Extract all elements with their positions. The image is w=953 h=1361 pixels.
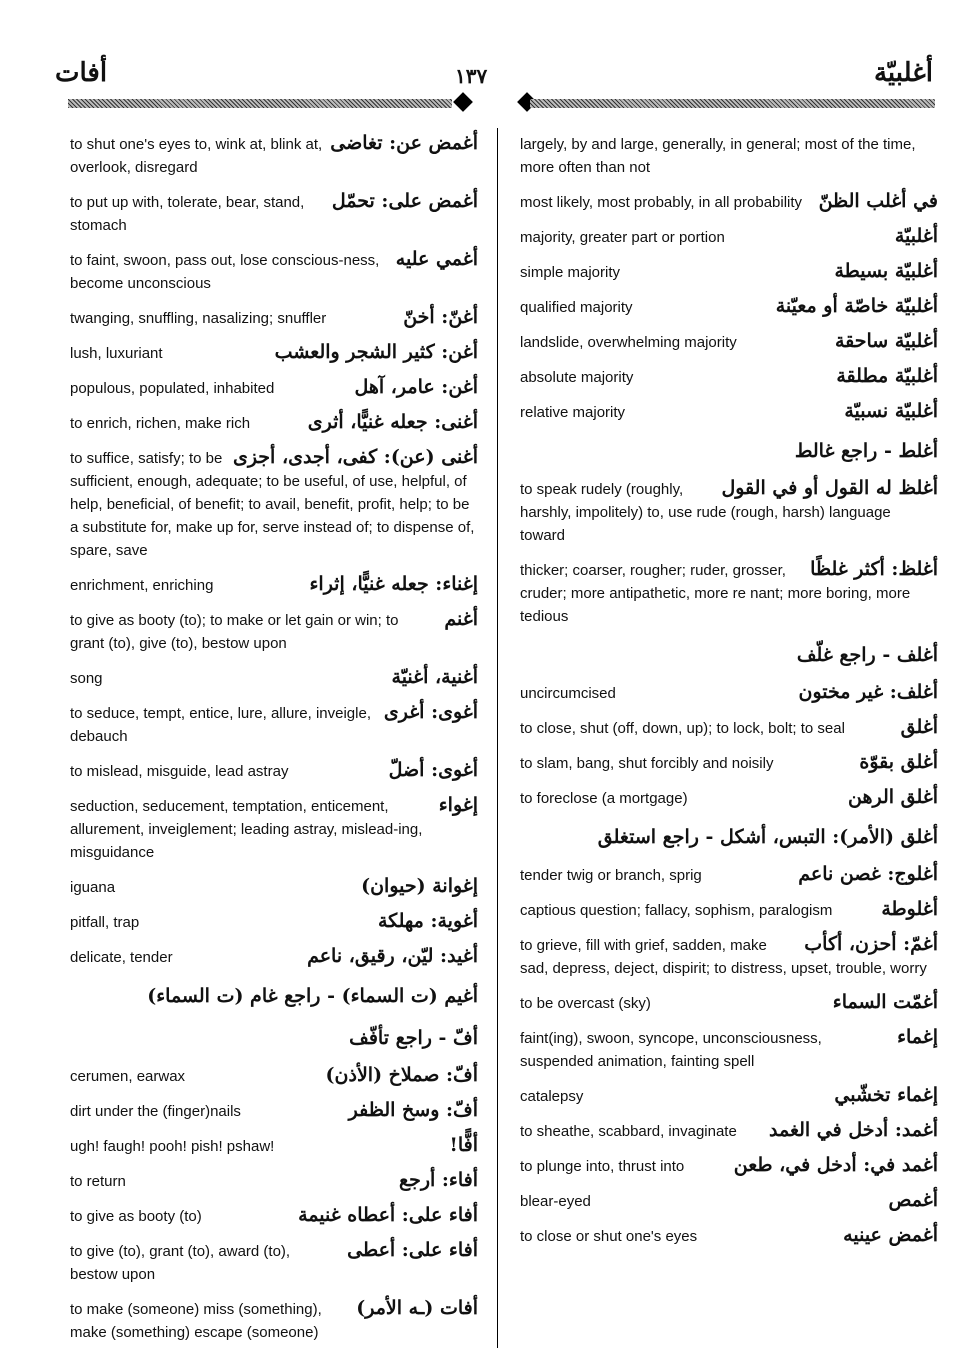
diamond-ornament-left bbox=[453, 92, 473, 112]
column-divider bbox=[497, 128, 498, 1348]
arabic-headword: أغنّ: أخنّ bbox=[403, 306, 478, 328]
header-left-word: أفات bbox=[55, 58, 108, 88]
arabic-headword: أغلبيّة bbox=[894, 225, 938, 247]
arabic-headword: أغنية، أغنيّة bbox=[391, 666, 478, 688]
arabic-headword: أغيد: ليّن، رقيق، ناعم bbox=[307, 945, 478, 967]
dictionary-entry bbox=[520, 640, 938, 670]
english-definition: twanging, snuffling, nasalizing; snuffler bbox=[70, 307, 478, 330]
dictionary-entry bbox=[520, 331, 938, 354]
arabic-headword: أغلق bbox=[900, 716, 938, 738]
page-number: ١٣٧ bbox=[455, 64, 488, 88]
english-definition: relative majority bbox=[520, 401, 938, 424]
arabic-headword: أغلف: غير مختون bbox=[798, 681, 938, 703]
arabic-headword: أغمي عليه bbox=[395, 248, 478, 270]
english-definition: to grieve, fill with grief, sadden, make sad, depress, deject, dispirit; to distress, upset, trouble, worry bbox=[520, 934, 938, 980]
arabic-headword: أفّ - راجع تأفّف bbox=[349, 1027, 478, 1049]
dictionary-entry bbox=[520, 366, 938, 389]
english-definition: to shut one's eyes to, wink at, blink at, overlook, disregard bbox=[70, 133, 478, 179]
arabic-headword: أغمض على: تحمّل bbox=[331, 190, 478, 212]
arabic-headword: أفّ: وسخ الظفر bbox=[348, 1099, 478, 1121]
english-definition: simple majority bbox=[520, 261, 938, 284]
arabic-headword: أغوية: مهلكة bbox=[377, 910, 478, 932]
english-definition: qualified majority bbox=[520, 296, 938, 319]
header-rule-right bbox=[530, 99, 935, 108]
dictionary-entry bbox=[70, 911, 478, 934]
english-definition: thicker; coarser, rougher; ruder, grosser, cruder; more antipathetic, more re nant; more boring, more tedious bbox=[520, 559, 938, 628]
dictionary-entry bbox=[520, 717, 938, 740]
english-definition: to faint, swoon, pass out, lose conscious-ness, become unconscious bbox=[70, 249, 478, 295]
left-column bbox=[70, 133, 478, 1356]
arabic-headword: أغلف - راجع غلّف bbox=[796, 644, 938, 666]
arabic-headword: أفًّا! bbox=[449, 1134, 478, 1156]
dictionary-entry bbox=[70, 1298, 478, 1344]
arabic-headword: أغلبيّة ساحقة bbox=[834, 330, 938, 352]
header-rule-left bbox=[68, 99, 452, 108]
english-definition: to mislead, misguide, lead astray bbox=[70, 760, 478, 783]
english-definition: to make (someone) miss (something), make (something) escape (someone) bbox=[70, 1298, 478, 1344]
dictionary-entry bbox=[70, 795, 478, 864]
english-definition: to slam, bang, shut forcibly and noisily bbox=[520, 752, 938, 775]
arabic-headword: إغماء bbox=[897, 1026, 938, 1048]
arabic-headword: أغلبيّة مطلقة bbox=[836, 365, 938, 387]
english-definition: to foreclose (a mortgage) bbox=[520, 787, 938, 810]
arabic-headword: أغلق بقوّة bbox=[859, 751, 938, 773]
english-definition: captious question; fallacy, sophism, paralogism bbox=[520, 899, 938, 922]
english-definition: to return bbox=[70, 1170, 478, 1193]
dictionary-entry bbox=[70, 249, 478, 295]
dictionary-entry bbox=[70, 667, 478, 690]
english-definition: majority, greater part or portion bbox=[520, 226, 938, 249]
english-definition: tender twig or branch, sprig bbox=[520, 864, 938, 887]
english-definition: to be overcast (sky) bbox=[520, 992, 938, 1015]
dictionary-entry bbox=[520, 1190, 938, 1213]
arabic-headword: أغمض عينيه bbox=[843, 1224, 938, 1246]
english-definition: enrichment, enriching bbox=[70, 574, 478, 597]
dictionary-entry bbox=[70, 1240, 478, 1286]
dictionary-entry bbox=[520, 1085, 938, 1108]
dictionary-entry bbox=[520, 787, 938, 810]
arabic-headword: أغلق (الأمر): التبس، أشكل - راجع استغلق bbox=[597, 826, 938, 848]
arabic-headword: أغلق الرهن bbox=[848, 786, 938, 808]
dictionary-entry bbox=[70, 133, 478, 179]
dictionary-entry bbox=[520, 261, 938, 284]
dictionary-entry bbox=[520, 682, 938, 705]
dictionary-entry bbox=[520, 1027, 938, 1073]
dictionary-entry bbox=[70, 1135, 478, 1158]
dictionary-entry bbox=[520, 401, 938, 424]
english-definition: cerumen, earwax bbox=[70, 1065, 478, 1088]
english-definition: absolute majority bbox=[520, 366, 938, 389]
english-definition: pitfall, trap bbox=[70, 911, 478, 934]
english-definition: populous, populated, inhabited bbox=[70, 377, 478, 400]
arabic-headword: إغواء bbox=[438, 794, 478, 816]
dictionary-entry bbox=[520, 436, 938, 466]
right-column bbox=[520, 133, 938, 1260]
english-definition: faint(ing), swoon, syncope, unconsciousness, suspended animation, fainting spell bbox=[520, 1027, 938, 1073]
english-definition: to enrich, richen, make rich bbox=[70, 412, 478, 435]
dictionary-entry bbox=[520, 191, 938, 214]
dictionary-entry bbox=[520, 296, 938, 319]
arabic-headword: أغمد: أدخل في الغمد bbox=[768, 1119, 938, 1141]
dictionary-entry bbox=[70, 1205, 478, 1228]
english-definition: to give as booty (to); to make or let gain or win; to grant (to), give (to), bestow upon bbox=[70, 609, 478, 655]
arabic-headword: إغوانة (حيوان) bbox=[361, 875, 478, 897]
dictionary-entry bbox=[70, 574, 478, 597]
english-definition: to sheathe, scabbard, invaginate bbox=[520, 1120, 938, 1143]
arabic-headword: أفاء: أرجع bbox=[398, 1169, 478, 1191]
english-definition: catalepsy bbox=[520, 1085, 938, 1108]
dictionary-entry bbox=[520, 899, 938, 922]
arabic-headword: أغنم bbox=[444, 608, 478, 630]
dictionary-entry bbox=[520, 1120, 938, 1143]
english-definition: to seduce, tempt, entice, lure, allure, inveigle, debauch bbox=[70, 702, 478, 748]
arabic-headword: في أغلب الظنّ bbox=[818, 190, 938, 212]
english-definition: lush, luxuriant bbox=[70, 342, 478, 365]
arabic-headword: إغناء: جعله غنيًّا، إثراء bbox=[309, 573, 478, 595]
english-definition: uncircumcised bbox=[520, 682, 938, 705]
dictionary-entry bbox=[70, 447, 478, 562]
dictionary-entry bbox=[70, 307, 478, 330]
dictionary-entry bbox=[70, 946, 478, 969]
arabic-headword: أغيم (ت السماء) - راجع غام (ت السماء) bbox=[147, 985, 478, 1007]
dictionary-entry bbox=[520, 864, 938, 887]
dictionary-entry bbox=[520, 822, 938, 852]
dictionary-entry bbox=[70, 760, 478, 783]
dictionary-entry bbox=[70, 1023, 478, 1053]
dictionary-entry bbox=[520, 752, 938, 775]
dictionary-entry bbox=[520, 226, 938, 249]
english-definition: landslide, overwhelming majority bbox=[520, 331, 938, 354]
arabic-headword: أغلوطة bbox=[881, 898, 938, 920]
english-definition: to close, shut (off, down, up); to lock, bolt; to seal bbox=[520, 717, 938, 740]
english-definition: to give (to), grant (to), award (to), bestow upon bbox=[70, 1240, 478, 1286]
english-definition: to give as booty (to) bbox=[70, 1205, 478, 1228]
english-definition: to put up with, tolerate, bear, stand, stomach bbox=[70, 191, 478, 237]
dictionary-entry bbox=[70, 876, 478, 899]
arabic-headword: أغن: عامر، آهل bbox=[354, 376, 478, 398]
english-definition: to speak rudely (roughly, harshly, impolitely) to, use rude (rough, harsh) language toward bbox=[520, 478, 938, 547]
dictionary-entry bbox=[70, 1170, 478, 1193]
dictionary-entry bbox=[70, 342, 478, 365]
arabic-headword: أغلبيّة نسبيّة bbox=[844, 400, 938, 422]
arabic-headword: أغلبيّة خاصّة أو معيّنة bbox=[775, 295, 938, 317]
arabic-headword: إغماء تخشّبي bbox=[834, 1084, 938, 1106]
arabic-headword: أغمّ: أحزن، أكأب bbox=[804, 933, 938, 955]
arabic-headword: أغلط - راجع غالط bbox=[794, 440, 938, 462]
english-definition: song bbox=[70, 667, 478, 690]
arabic-headword: أغمّت السماء bbox=[832, 991, 938, 1013]
english-definition: to suffice, satisfy; to be sufficient, enough, adequate; to be useful, of use, helpful, of help, beneficial, of benefit; to avail, benefit, profit, help; to be a substitute for, make up for, serve instead of; to dispense of, spare, save bbox=[70, 447, 478, 562]
english-definition: largely, by and large, generally, in general; most of the time, more often than not bbox=[520, 136, 916, 176]
english-definition: to plunge into, thrust into bbox=[520, 1155, 938, 1178]
dictionary-entry bbox=[70, 702, 478, 748]
dictionary-entry bbox=[70, 1065, 478, 1088]
arabic-headword: أغلظ: أكثر غلظًا bbox=[810, 558, 938, 580]
arabic-headword: أغمض عن: تغاضى bbox=[330, 132, 478, 154]
english-definition: blear-eyed bbox=[520, 1190, 938, 1213]
dictionary-entry bbox=[70, 609, 478, 655]
arabic-headword: أفّ: صملاخ (الأذن) bbox=[325, 1064, 478, 1086]
arabic-headword: أغوى: أغرى bbox=[383, 701, 478, 723]
arabic-headword: أغنى (عن): كفى، أجدى، أجزى bbox=[232, 446, 478, 468]
dictionary-entry bbox=[70, 981, 478, 1011]
english-definition: ugh! faugh! pooh! pish! pshaw! bbox=[70, 1135, 478, 1158]
arabic-headword: أفاء على: أعطاه غنيمة bbox=[298, 1204, 478, 1226]
arabic-headword: أغلبيّة بسيطة bbox=[834, 260, 938, 282]
dictionary-entry bbox=[70, 1100, 478, 1123]
arabic-headword: أغنى: جعله غنيًّا، أثرى bbox=[307, 411, 478, 433]
dictionary-entry bbox=[520, 478, 938, 547]
english-definition: delicate, tender bbox=[70, 946, 478, 969]
arabic-headword: أغلظ له القول أو في القول bbox=[721, 477, 938, 499]
dictionary-entry bbox=[520, 559, 938, 628]
dictionary-entry bbox=[70, 412, 478, 435]
arabic-headword: أغلوج: غصن ناعم bbox=[798, 863, 938, 885]
english-definition: to close or shut one's eyes bbox=[520, 1225, 938, 1248]
english-definition: iguana bbox=[70, 876, 478, 899]
dictionary-entry bbox=[70, 377, 478, 400]
arabic-headword: أغوى: أضلّ bbox=[388, 759, 478, 781]
dictionary-entry bbox=[70, 191, 478, 237]
arabic-headword: أغن: كثير الشجر والعشب bbox=[274, 341, 478, 363]
arabic-headword: أغمص bbox=[888, 1189, 938, 1211]
english-definition: most likely, most probably, in all probability bbox=[520, 191, 938, 214]
dictionary-entry bbox=[520, 1225, 938, 1248]
arabic-headword: أفاء على: أعطى bbox=[347, 1239, 478, 1261]
dictionary-entry bbox=[520, 1155, 938, 1178]
arabic-headword: أغمد في: أدخل في، طعن bbox=[733, 1154, 938, 1176]
dictionary-entry bbox=[520, 992, 938, 1015]
english-definition: seduction, seducement, temptation, enticement, allurement, inveiglement; leading astray, mislead-ing, misguidance bbox=[70, 795, 478, 864]
header-right-word: أغلبيّة bbox=[873, 58, 933, 88]
dictionary-entry bbox=[520, 934, 938, 980]
english-definition: dirt under the (finger)nails bbox=[70, 1100, 478, 1123]
arabic-headword: أفات (ـه الأمر) bbox=[356, 1297, 478, 1319]
dictionary-entry bbox=[520, 133, 938, 179]
